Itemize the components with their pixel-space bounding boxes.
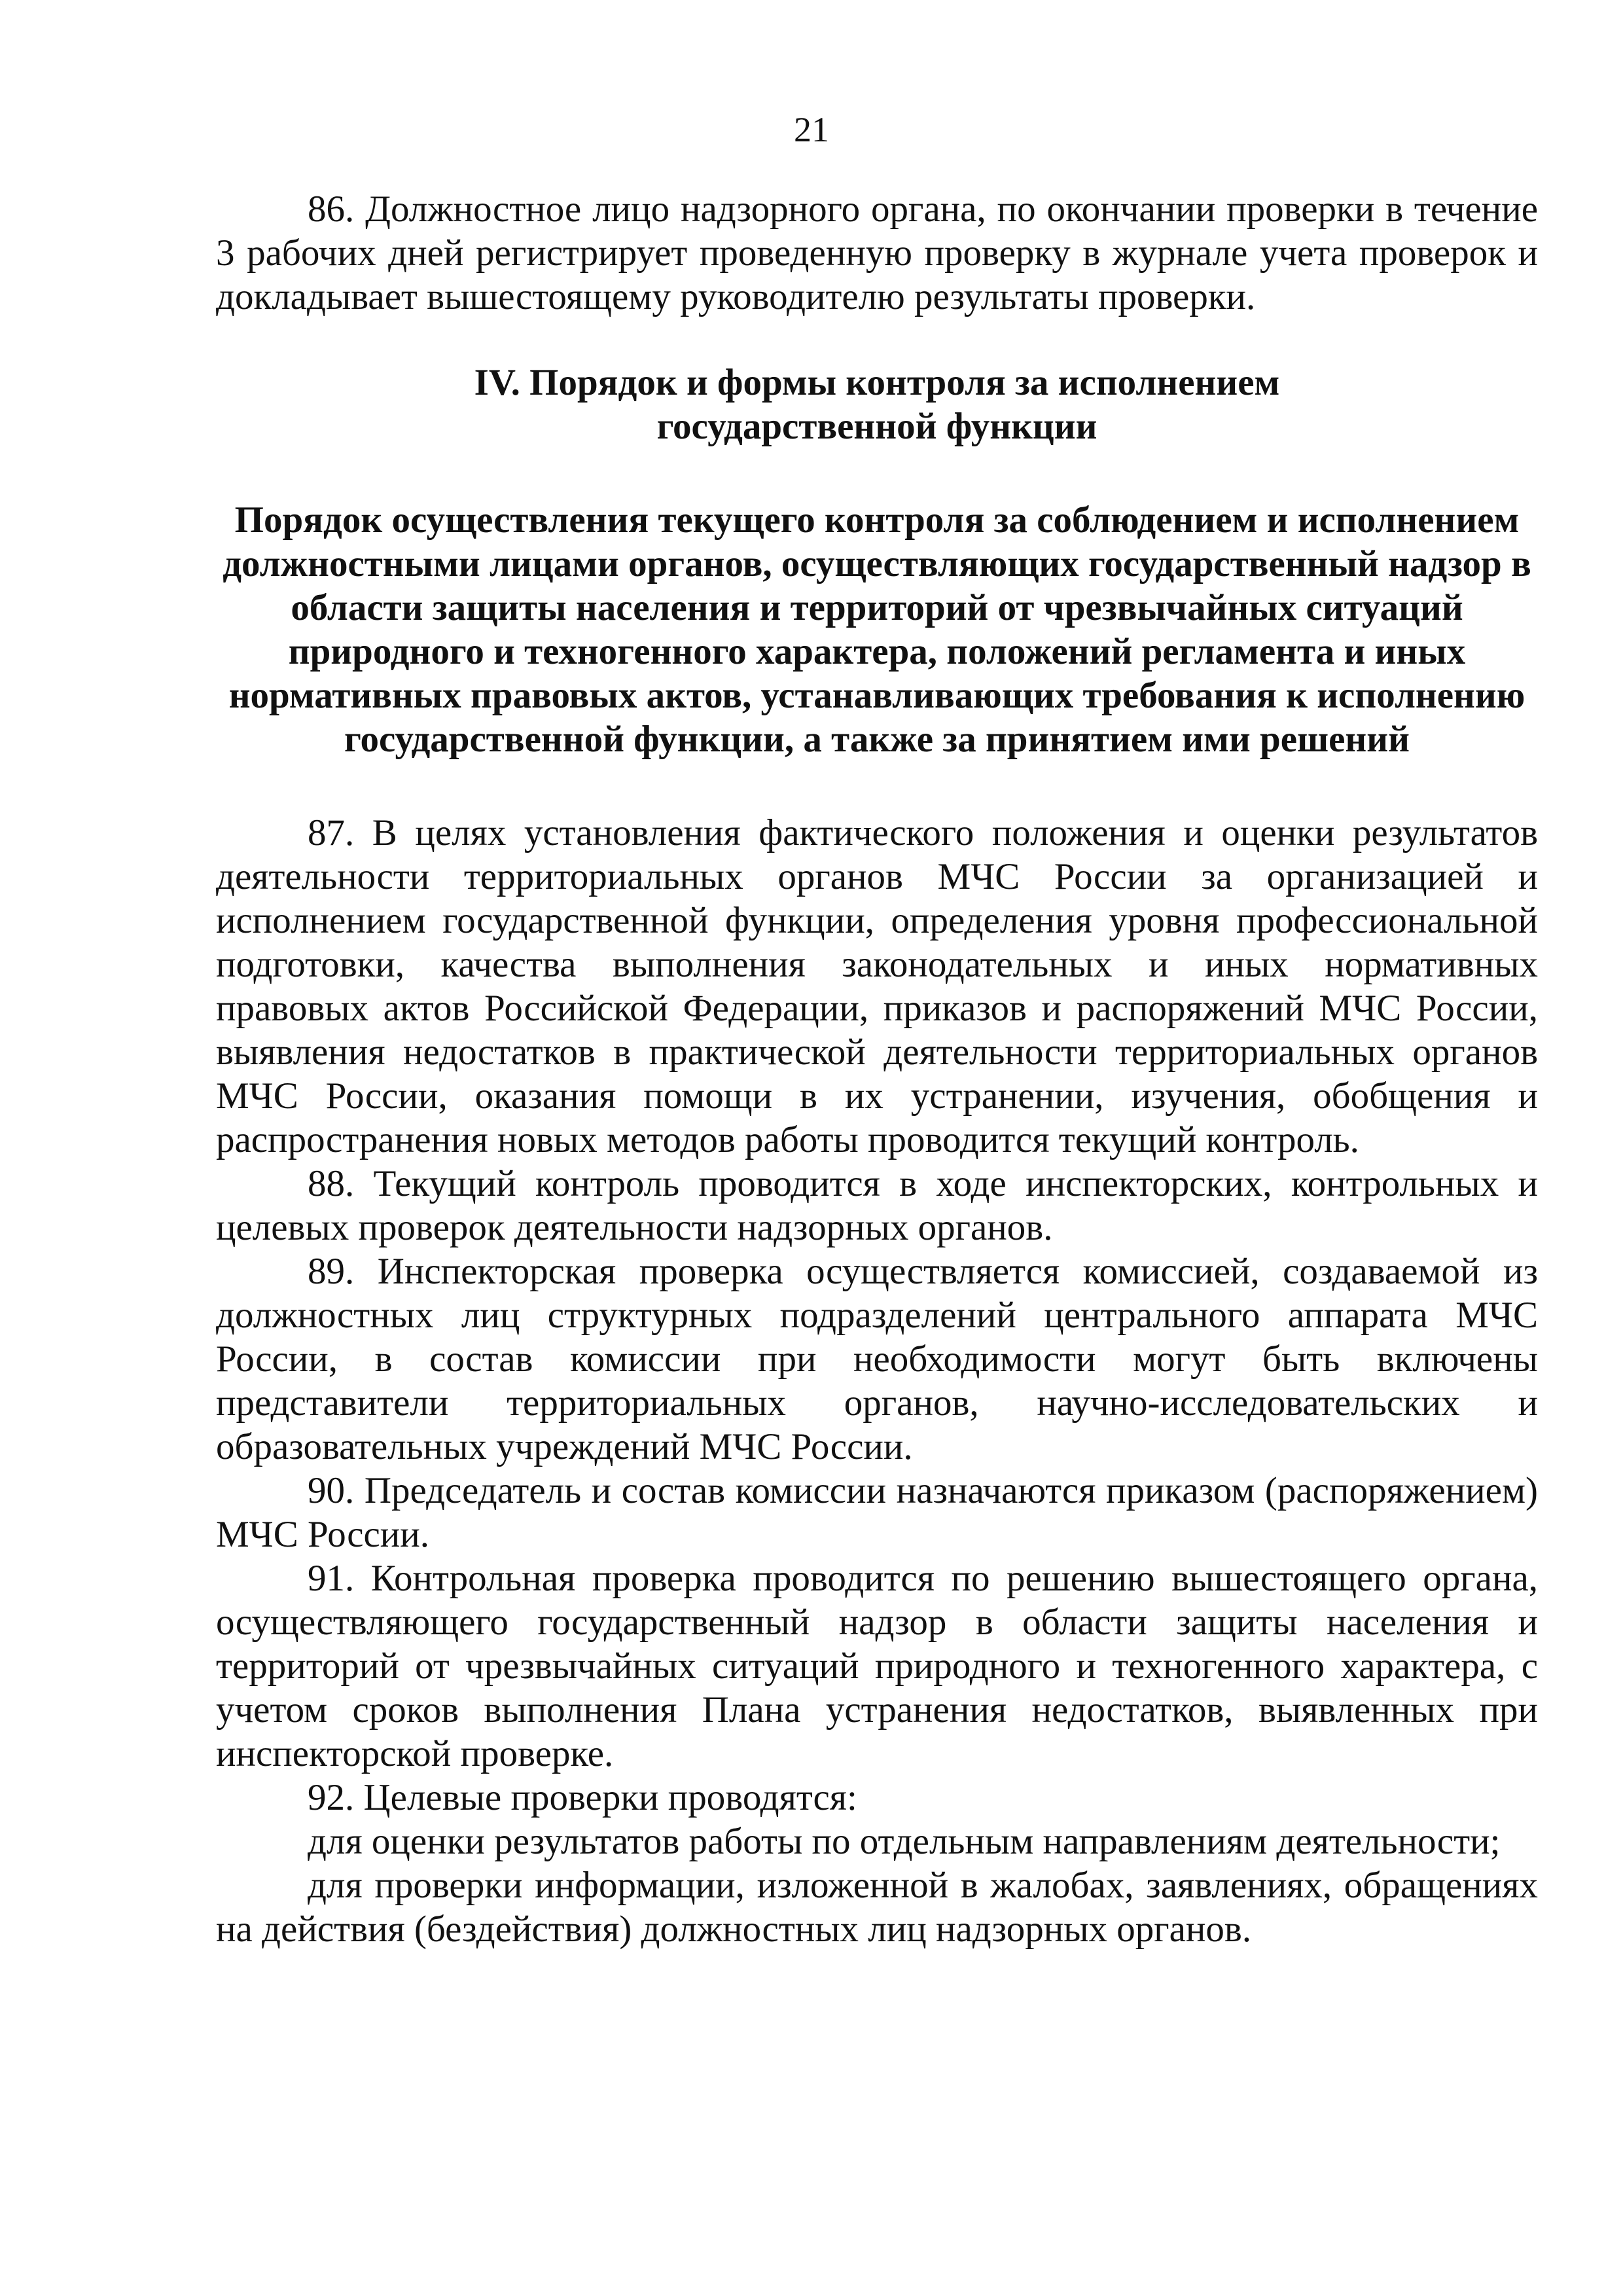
page-number: 21 — [794, 110, 829, 149]
paragraph-87: 87. В целях установления фактического положения и оценки результатов деятельности территориальных органов МЧС России за организацией и исполнением государственной функции, определения уровня профессиональной подготовки, качества выполнения законодательных и иных нормативных правовых актов Российской Федерации, приказов и распоряжений МЧС России, выявления недостатков в практической деятельности территориальных органов МЧС России, оказания помощи в их устранении, изучения, обобщения и распространения новых методов работы проводится текущий контроль. — [216, 812, 1538, 1160]
document-body — [216, 187, 1538, 1951]
list-item-92-1: для оценки результатов работы по отдельным направлениям деятельности; — [308, 1821, 1501, 1862]
paragraph-86: 86. Должностное лицо надзорного органа, по окончании проверки в течение 3 рабочих дней регистрирует проведенную проверку в журнале учета проверок и докладывает вышестоящему руководителю результаты проверки. — [216, 188, 1538, 317]
paragraph-91: 91. Контрольная проверка проводится по решению вышестоящего органа, осуществляющего государственный надзор в области защиты населения и территорий от чрезвычайных ситуаций природного и техногенного характера, с учетом сроков выполнения Плана устранения недостатков, выявленных при инспекторской проверке. — [216, 1558, 1538, 1774]
paragraph-88: 88. Текущий контроль проводится в ходе инспекторских, контрольных и целевых проверок деятельности надзорных органов. — [216, 1163, 1538, 1248]
list-item-92-2: для проверки информации, изложенной в жалобах, заявлениях, обращениях на действия (бездействия) должностных лиц надзорных органов. — [216, 1865, 1538, 1950]
subsection-heading: Порядок осуществления текущего контроля за соблюдением и исполнением должностными лицами органов, осуществляющих государственный надзор в области защиты населения и территорий от чрезвычайных ситуаций природного и техногенного характера, положений регламента и иных нормативных правовых актов, устанавливающих требования к исполнению государственной функции, а также за принятием ими решений — [223, 499, 1531, 760]
section-heading: IV. Порядок и формы контроля за исполнением государственной функции — [474, 362, 1280, 447]
paragraph-89: 89. Инспекторская проверка осуществляется комиссией, создаваемой из должностных лиц структурных подразделений центрального аппарата МЧС России, в состав комиссии при необходимости могут быть включены представители территориальных органов, научно-исследовательских и образовательных учреждений МЧС России. — [216, 1251, 1538, 1467]
paragraph-92: 92. Целевые проверки проводятся: — [308, 1777, 857, 1818]
paragraph-90: 90. Председатель и состав комиссии назначаются приказом (распоряжением) МЧС России. — [216, 1470, 1538, 1555]
